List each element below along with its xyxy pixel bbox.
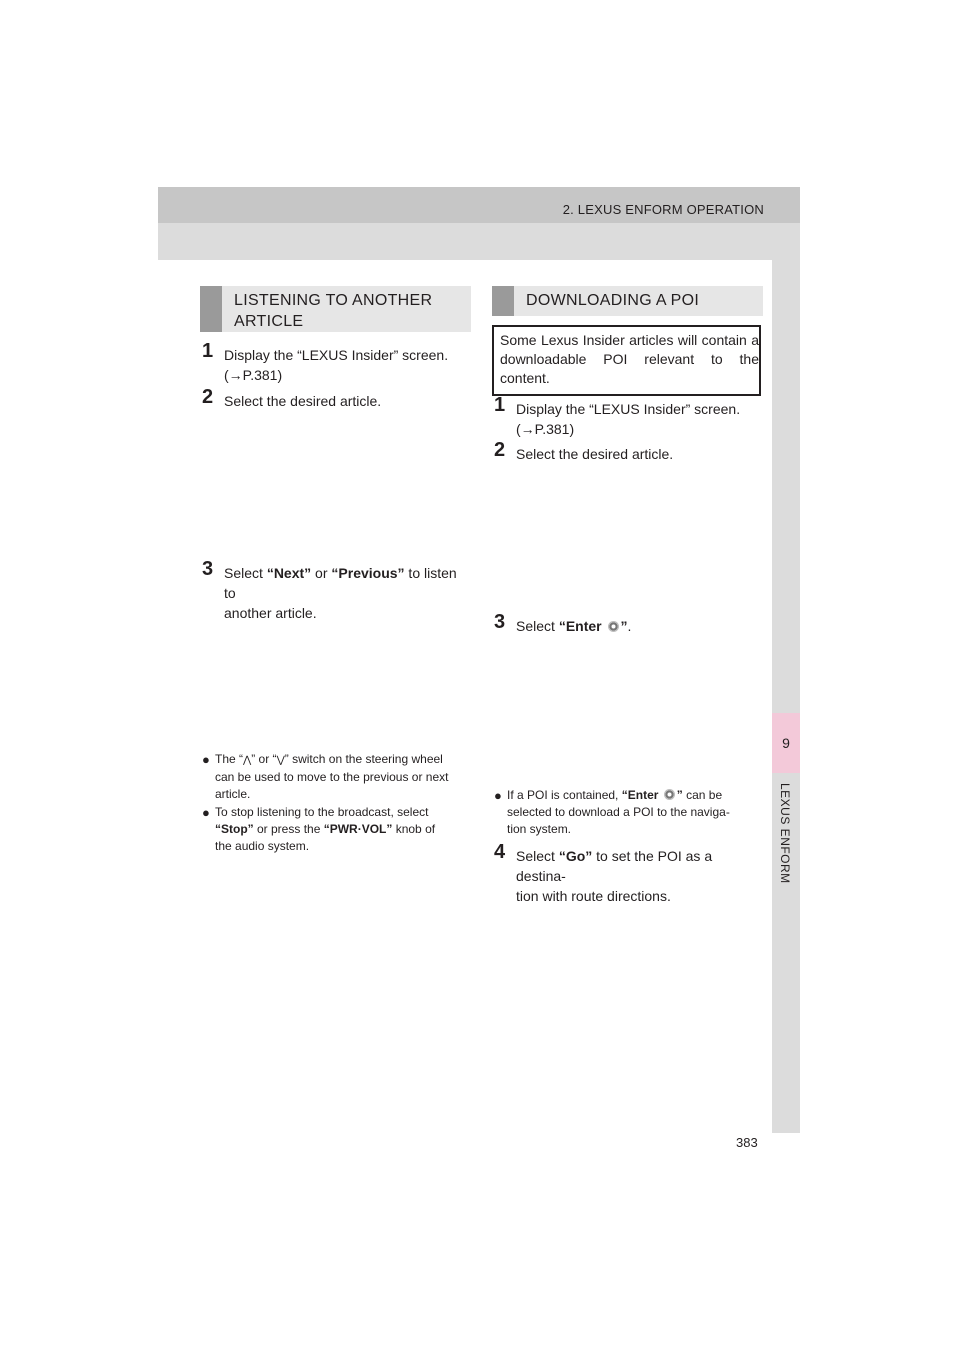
step-text-line-2: tion with route directions. <box>516 888 671 904</box>
right-step-1 <box>494 394 764 439</box>
pwr-vol-label: “PWR·VOL” <box>323 822 393 836</box>
section-heading-downloading <box>492 286 763 316</box>
left-step-1 <box>202 340 472 385</box>
up-arrow-icon: ⋀ <box>243 755 252 766</box>
note-text: If a POI is contained, <box>507 788 622 802</box>
previous-label: “Previous” <box>331 565 405 581</box>
chapter-number-tab: 9 <box>772 713 800 773</box>
step-text: . <box>627 618 632 634</box>
note-text: The “ <box>215 752 244 766</box>
right-step-2 <box>494 439 764 464</box>
left-note-2 <box>202 804 472 855</box>
quote-close: ” <box>620 618 628 634</box>
stop-label: “Stop” <box>215 822 254 836</box>
right-note-1 <box>494 787 764 838</box>
bullet-icon: ● <box>494 788 502 803</box>
note-text: To stop listening to the broadcast, select <box>215 805 429 819</box>
note-text: ” switch on the steering wheel <box>284 752 443 766</box>
step-text: Select <box>516 618 559 634</box>
step-number: 3 <box>494 611 506 633</box>
bullet-icon: ● <box>202 805 210 820</box>
note-text: knob of <box>392 822 436 836</box>
side-tab-upper <box>772 260 800 713</box>
note-text: ” or “ <box>251 752 277 766</box>
step-number: 1 <box>202 340 214 362</box>
down-arrow-icon: ⋁ <box>276 755 285 766</box>
page-number: 383 <box>736 1135 758 1150</box>
left-note-1 <box>202 751 472 803</box>
header-title: 2. LEXUS ENFORM OPERATION <box>562 202 764 217</box>
next-label: “Next” <box>266 565 312 581</box>
step-number: 4 <box>494 841 506 863</box>
note-text: can be <box>682 788 723 802</box>
header-top-band <box>158 187 800 223</box>
note-text-line-2: selected to download a POI to the naviga- <box>507 805 730 819</box>
step-text: Display the “LEXUS Insider” screen. <box>516 401 741 417</box>
step-text-line-2: another article. <box>224 605 317 621</box>
left-step-3 <box>202 558 472 623</box>
heading-text: DOWNLOADING A POI <box>526 292 700 309</box>
step-text: Select <box>224 565 267 581</box>
info-callout: Some Lexus Insider articles will contain a downloadable POI relevant to the content. <box>492 325 761 396</box>
enter-label: “Enter <box>558 618 602 634</box>
step-text: to set the POI as a destina- <box>516 848 713 884</box>
right-step-4 <box>494 841 764 906</box>
step-number: 2 <box>202 386 214 408</box>
step-ref: (→P.381) <box>516 421 575 437</box>
heading-bar <box>200 286 222 332</box>
heading-bar <box>492 286 514 316</box>
heading-line-2: ARTICLE <box>234 313 304 330</box>
step-text: Display the “LEXUS Insider” screen. <box>224 347 449 363</box>
note-text: or press the <box>253 822 324 836</box>
step-text: Select the desired article. <box>224 393 382 409</box>
step-text: Select the desired article. <box>516 446 674 462</box>
note-text-line-3: tion system. <box>507 822 572 836</box>
step-text: to listen to <box>224 565 457 601</box>
step-ref: (→P.381) <box>224 367 283 383</box>
enter-label: “Enter <box>621 788 659 802</box>
enter-icon <box>664 789 675 800</box>
chapter-label: LEXUS ENFORM <box>778 783 792 884</box>
right-step-3 <box>494 611 764 636</box>
go-label: “Go” <box>558 848 593 864</box>
enter-icon <box>608 621 619 632</box>
section-heading-listening <box>200 286 471 332</box>
step-text: Select <box>516 848 559 864</box>
step-number: 2 <box>494 439 506 461</box>
note-text-line-3: the audio system. <box>215 839 310 853</box>
step-number: 1 <box>494 394 506 416</box>
note-text-line-2: can be used to move to the previous or next <box>215 770 449 784</box>
page-header <box>158 187 800 260</box>
quote-close: ” <box>676 788 683 802</box>
heading-line-1: LISTENING TO ANOTHER <box>234 292 433 309</box>
step-text: or <box>311 565 332 581</box>
bullet-icon: ● <box>202 752 210 767</box>
step-number: 3 <box>202 558 214 580</box>
note-text-line-3: article. <box>215 787 251 801</box>
left-step-2 <box>202 386 472 411</box>
